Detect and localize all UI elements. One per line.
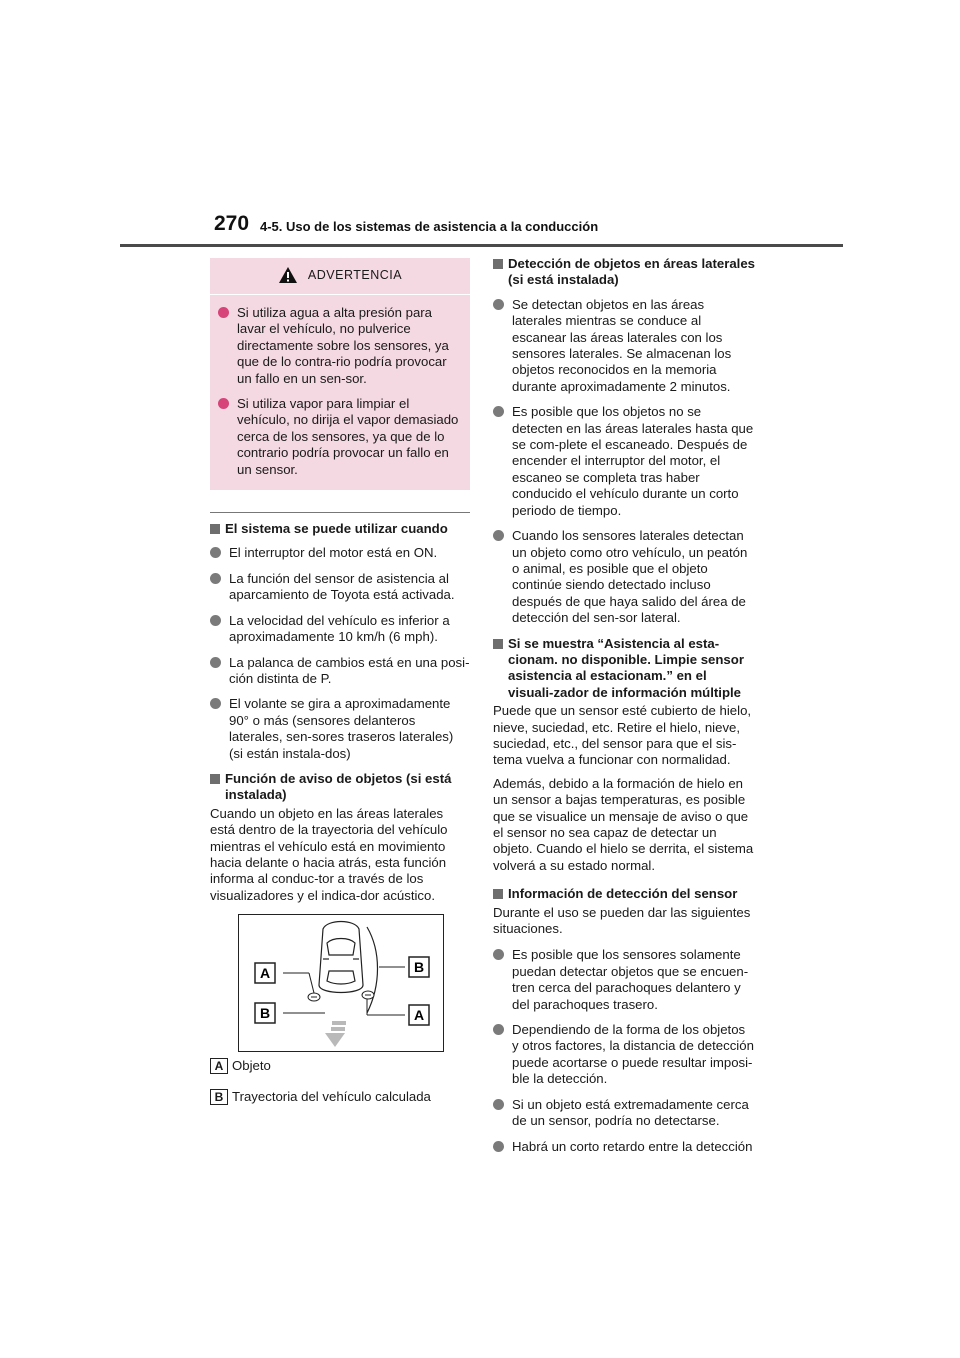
legend-text-a: Objeto [232,1058,271,1074]
list-item [493,1097,755,1130]
page-number: 270 [214,212,250,235]
bullet-icon [210,615,221,626]
warning-triangle-icon [278,266,298,284]
warning-item [218,305,462,387]
right-column [493,256,755,1164]
warning-header [210,264,470,295]
list-item [493,1139,755,1155]
list-item [210,655,470,688]
list-item [493,297,755,395]
label-b-left: B [259,1005,271,1022]
list-item [493,404,755,519]
bullet-icon [210,698,221,709]
list-item-text: El volante se gira a aproximadamente 90° o más (sensores delanteros laterales, sen-sores traseros laterales) (si están instala-dos) [229,696,454,761]
object-icon-right [362,991,374,999]
info-paragraph: Durante el uso se pueden dar las siguientes situaciones. [493,904,751,937]
list-item [210,545,470,561]
warning-item-text: Si utiliza agua a alta presión para lavar el vehículo, no pulverice directamente sobre los sensores, ya que de lo contra-rio podría provocar un fallo en un sen-sor. [237,305,449,386]
bullet-icon [493,1024,504,1035]
heading-square-icon [493,259,503,269]
bullet-icon [493,949,504,960]
list-item [210,696,470,762]
section-title: 4-5. Uso de los sistemas de asistencia a la conducción [260,219,599,234]
warning-title: ADVERTENCIA [307,267,403,282]
legend-badge-b: B [210,1089,228,1105]
bullet-icon [493,1141,504,1152]
list-item-text: Dependiendo de la forma de los objetos y otros factores, la distancia de detección puede acortarse o puede resultar imposi-ble la detección. [512,1022,754,1087]
legend-row-b [210,1089,470,1105]
side-detection-heading-text: Detección de objetos en áreas laterales (si está instalada) [508,256,756,288]
warning-item [218,396,462,478]
warning-item-text: Si utiliza vapor para limpiar el vehículo, no dirija el vapor demasiado cerca de los sensores, ya que de lo contrario podría provocar un fallo en un sensor. [237,396,459,477]
bullet-icon [493,299,504,310]
trajectory-curve [367,927,378,1013]
car-illustration [319,922,363,993]
message-paragraph-1: Puede que un sensor esté cubierto de hielo, nieve, suciedad, etc. Retire el hielo, nieve, suciedad, etc., del sensor para que el sis-tema vuelva a funcionar con normalidad. [493,703,752,768]
legend-text-b: Trayectoria del vehículo calculada [232,1088,431,1104]
legend-row-a [210,1058,470,1074]
heading-square-icon [210,524,220,534]
list-item-text: Cuando los sensores laterales detectan un objeto como otro vehículo, un peatón o animal, es posible que el objeto continúe siendo detectado incluso después de que haya salido del área de detección del sen-sor lateral. [512,528,748,626]
usable-heading [210,521,470,537]
object-icon-left [308,993,320,1001]
bullet-icon [218,398,229,409]
list-item-text: Se detectan objetos en las áreas laterales mientras se conduce al escanear las áreas laterales con los sensores laterales. Se almacenan los objetos reconocidos en la memoria durante aproximadamente 2 minutos. [512,296,732,394]
list-item-text: Es posible que los sensores solamente puedan detectar objetos que se encuen-tren cerca del parachoques delantero y del parachoques trasero. [512,947,749,1012]
label-a-left: A [259,965,271,982]
warning-function-heading [210,771,470,804]
list-item-text: Si un objeto está extremadamente cerca de un sensor, podría no detectarse. [512,1096,749,1129]
warning-box [210,258,470,490]
bullet-icon [210,573,221,584]
side-detection-heading [493,256,755,289]
legend-badge-a: A [210,1058,228,1074]
message-heading-text: Si se muestra “Asistencia al esta-cionam. no disponible. Limpie sensor asistencia al estacionam.” en el visuali-zador de información múltiple [508,635,744,700]
list-item [210,571,470,604]
list-item-text: La palanca de cambios está en una posi-ción distinta de P. [229,654,470,686]
message-paragraph-2: Además, debido a la formación de hielo en un sensor a bajas temperaturas, es posible que se visualice un mensaje de aviso o que el sensor no sea capaz de detectar un objeto. Cuando el hielo se derrita, el sistema volverá a su estado normal. [493,775,754,873]
usable-heading-text: El sistema se puede utilizar cuando [225,521,448,537]
section-divider [210,512,470,513]
parking-figure [238,914,444,1052]
reverse-arrow [325,1021,346,1047]
warning-function-text: Cuando un objeto en las áreas laterales está dentro de la trayectoria del vehículo mientras el vehículo está en movimiento hacia delante o hacia atrás, esta función informa al conduc-tor a través de los visualizadores y el indica-dor acústico. [210,805,448,903]
list-item-text: La función del sensor de asistencia al aparcamiento de Toyota está activada. [229,570,455,603]
bullet-icon [218,307,229,318]
label-b-right: B [413,959,425,976]
bullet-icon [493,530,504,541]
heading-square-icon [493,889,503,899]
info-heading-text: Información de detección del sensor [508,886,738,902]
list-item-text: Es posible que los objetos no se detecten en las áreas laterales hasta que se com-plete el escaneado. Después de encender el interruptor del motor, el escaneo se completa tras haber conducido el vehículo durante un corto periodo de tiempo. [512,404,754,518]
bullet-icon [210,657,221,668]
heading-square-icon [210,774,220,784]
warning-function-heading-text: Función de aviso de objetos (si está instalada) [225,770,452,803]
label-a-right: A [413,1007,425,1024]
info-heading [493,886,755,902]
parking-diagram [239,915,443,1051]
list-item [493,947,755,1013]
list-item [493,528,755,626]
bullet-icon [210,547,221,558]
list-item-text: La velocidad del vehículo es inferior a aproximadamente 10 km/h (6 mph). [229,612,450,645]
message-heading [493,636,755,702]
heading-square-icon [493,639,503,649]
bullet-icon [493,1099,504,1110]
left-column [210,258,470,1105]
header-rule [120,244,843,247]
bullet-icon [493,406,504,417]
list-item [493,1022,755,1088]
list-item [210,613,470,646]
list-item-text: Habrá un corto retardo entre la detección [512,1138,753,1154]
list-item-text: El interruptor del motor está en ON. [229,545,438,561]
